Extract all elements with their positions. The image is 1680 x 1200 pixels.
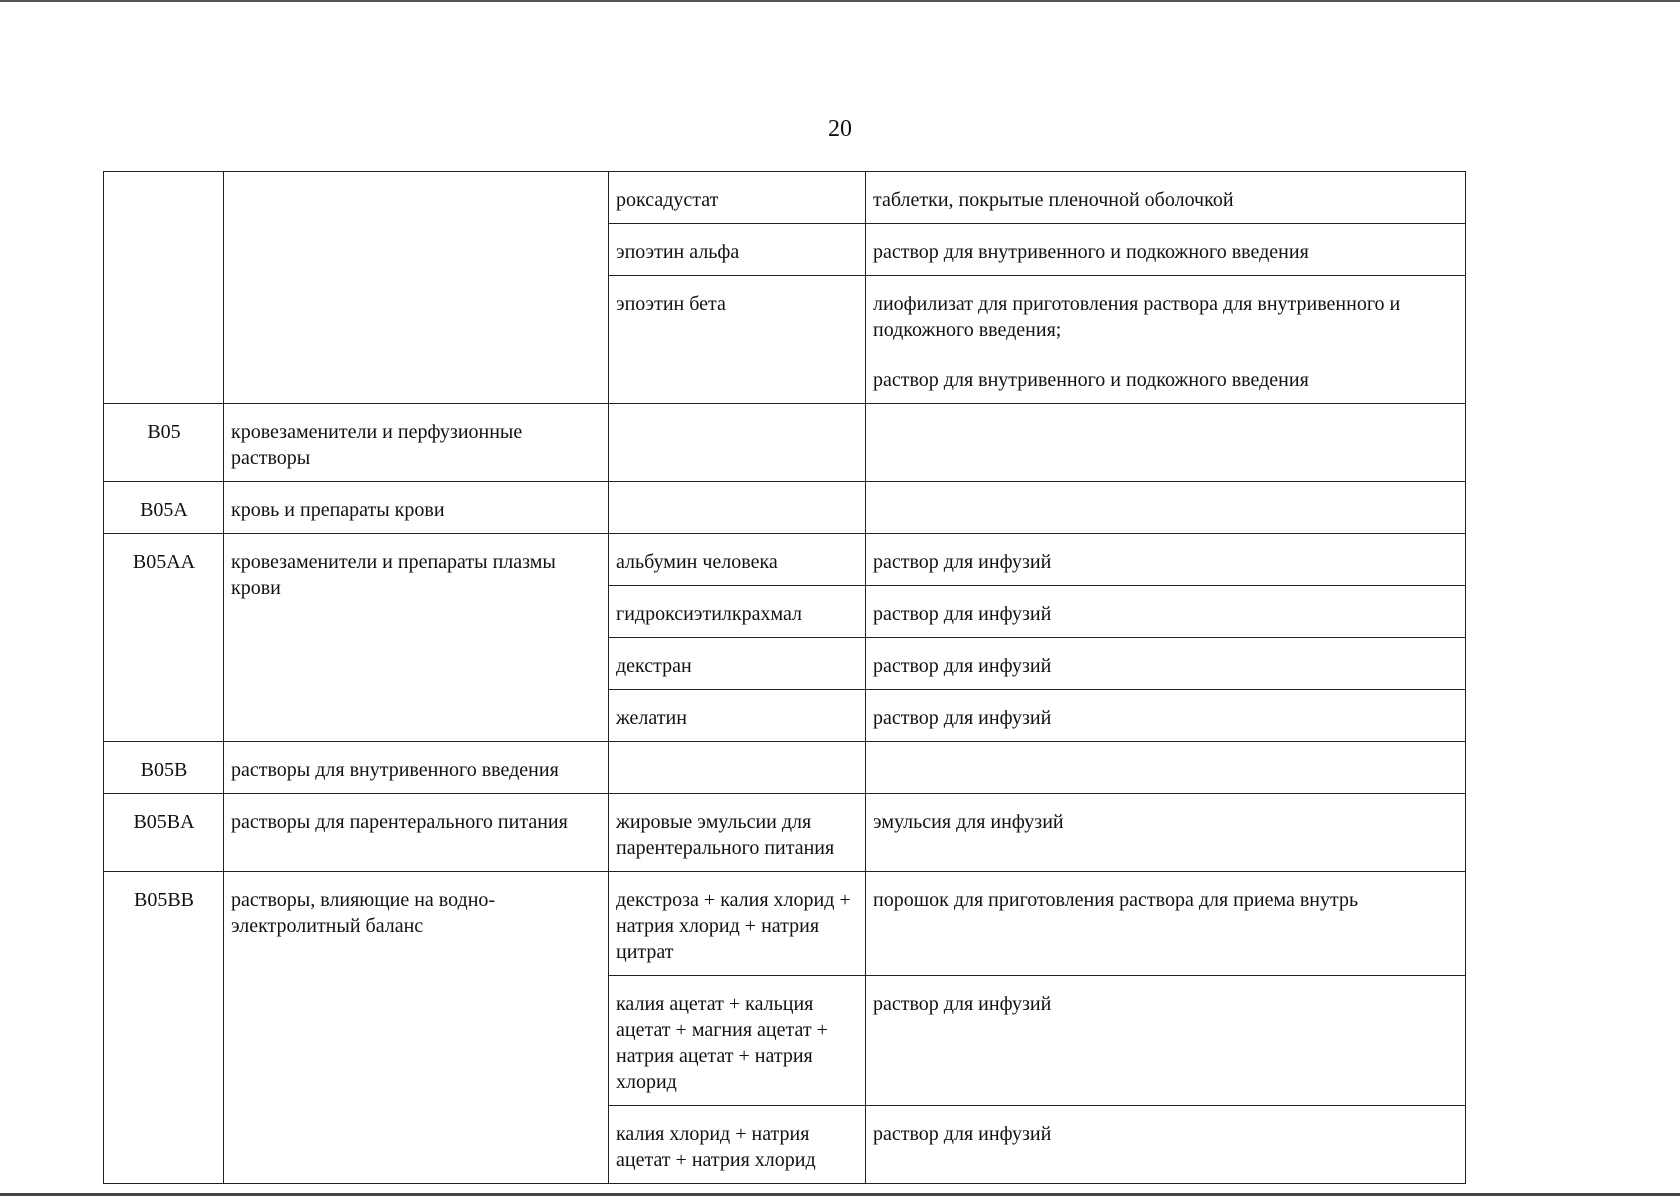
drug-name-cell: декстроза + калия хлорид + натрия хлорид + натрия цитрат	[609, 872, 866, 976]
table-row	[104, 482, 1466, 534]
drug-name-cell: альбумин человека	[609, 534, 866, 586]
dosage-form-cell	[866, 404, 1466, 482]
atc-name-cell: растворы для парентерального питания	[224, 794, 609, 872]
drug-name-cell	[609, 482, 866, 534]
dosage-form-cell: раствор для инфузий	[866, 586, 1466, 638]
dosage-form-cell: раствор для внутривенного и подкожного введения	[866, 224, 1466, 276]
drug-name-cell: жировые эмульсии для парентерального питания	[609, 794, 866, 872]
atc-code-cell: B05B	[104, 742, 224, 794]
dosage-form-cell: раствор для инфузий	[866, 976, 1466, 1106]
dosage-form-cell: раствор для инфузий	[866, 1106, 1466, 1184]
atc-code-cell: B05BB	[104, 872, 224, 1184]
drug-name-cell: калия ацетат + кальция ацетат + магния ацетат + натрия ацетат + натрия хлорид	[609, 976, 866, 1106]
dosage-form-cell	[866, 742, 1466, 794]
dosage-form-cell	[866, 276, 1466, 404]
drug-name-cell: эпоэтин альфа	[609, 224, 866, 276]
table-row	[104, 534, 1466, 586]
atc-name-cell: растворы, влияющие на водно-электролитный баланс	[224, 872, 609, 1184]
dosage-form-text: лиофилизат для приготовления раствора для внутривенного и подкожного введения;	[873, 293, 1401, 341]
atc-code-cell: B05	[104, 404, 224, 482]
drug-name-cell: желатин	[609, 690, 866, 742]
dosage-form-cell: порошок для приготовления раствора для приема внутрь	[866, 872, 1466, 976]
atc-name-cell: кровь и препараты крови	[224, 482, 609, 534]
atc-code-cell	[104, 172, 224, 404]
table-row	[104, 172, 1466, 224]
atc-code-cell: B05AA	[104, 534, 224, 742]
dosage-form-cell: эмульсия для инфузий	[866, 794, 1466, 872]
table-row	[104, 872, 1466, 976]
scan-edge-top	[0, 0, 1680, 2]
atc-name-cell: кровезаменители и препараты плазмы крови	[224, 534, 609, 742]
dosage-form-text: раствор для внутривенного и подкожного введения	[873, 369, 1309, 391]
dosage-form-cell: раствор для инфузий	[866, 534, 1466, 586]
dosage-form-cell: таблетки, покрытые пленочной оболочкой	[866, 172, 1466, 224]
drug-name-cell: гидроксиэтилкрахмал	[609, 586, 866, 638]
atc-name-cell: кровезаменители и перфузионные растворы	[224, 404, 609, 482]
atc-name-cell	[224, 172, 609, 404]
table-row	[104, 742, 1466, 794]
drug-table	[103, 171, 1466, 1184]
drug-name-cell	[609, 742, 866, 794]
drug-name-cell: роксадустат	[609, 172, 866, 224]
table-row	[104, 404, 1466, 482]
scan-edge-bottom	[0, 1193, 1680, 1196]
atc-code-cell: B05BA	[104, 794, 224, 872]
table-row	[104, 794, 1466, 872]
drug-name-cell	[609, 404, 866, 482]
atc-name-cell: растворы для внутривенного введения	[224, 742, 609, 794]
atc-code-cell: B05A	[104, 482, 224, 534]
drug-name-cell: калия хлорид + натрия ацетат + натрия хлорид	[609, 1106, 866, 1184]
drug-name-cell: декстран	[609, 638, 866, 690]
dosage-form-cell: раствор для инфузий	[866, 690, 1466, 742]
page-number: 20	[828, 116, 852, 142]
drug-name-cell: эпоэтин бета	[609, 276, 866, 404]
dosage-form-cell: раствор для инфузий	[866, 638, 1466, 690]
dosage-form-cell	[866, 482, 1466, 534]
